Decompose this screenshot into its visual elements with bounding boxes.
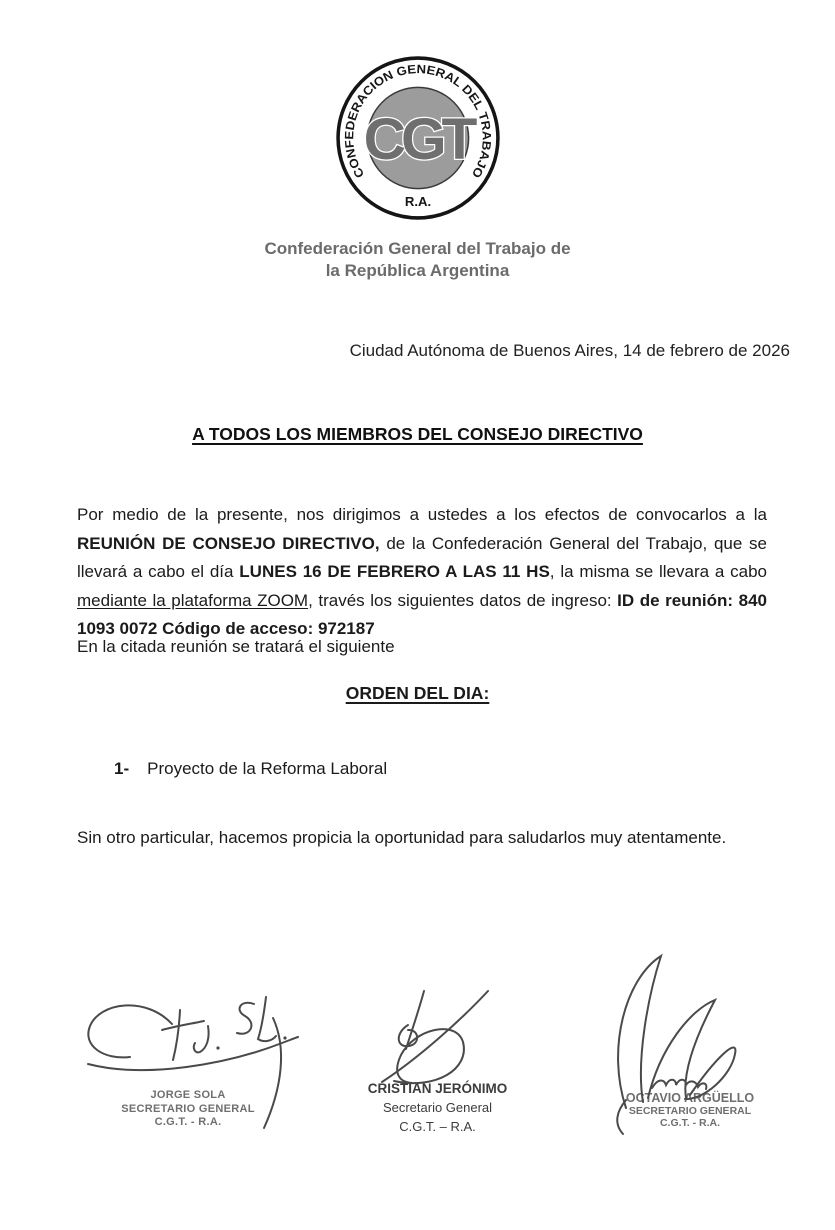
agenda-item-1 — [114, 759, 674, 779]
dateline: Ciudad Autónoma de Buenos Aires, 14 de febrero de 2026 — [349, 341, 790, 360]
agenda-item-text: Proyecto de la Reforma Laboral — [147, 759, 388, 778]
signer-title: Secretario General — [382, 1100, 493, 1115]
signer-name: JORGE SOLA — [150, 1089, 226, 1101]
org-name-line1: Confederación General del Trabajo de — [264, 239, 571, 258]
org-name — [0, 238, 835, 281]
signer-org: C.G.T. - R.A. — [659, 1117, 721, 1129]
logo-ring-text: CONFEDERACION GENERAL DEL TRABAJO — [341, 62, 494, 181]
cgt-logo-icon — [332, 52, 504, 224]
orden-del-dia-heading: ORDEN DEL DIA: — [345, 683, 490, 703]
logo-ra-text: R.A. — [404, 193, 431, 209]
signer-org: C.G.T. - R.A. — [154, 1116, 222, 1128]
recipients-heading: A TODOS LOS MIEMBROS DEL CONSEJO DIRECTIVO — [192, 424, 643, 444]
body-paragraph: Por medio de la presente, nos dirigimos a ustedes a los efectos de convocarlos a la REUNIÓN DE CONSEJO DIRECTIVO, de la Confederación General del Trabajo, que se llevará a cabo el día LUNES 16 DE FEBRERO A LAS 11 HS, la misma se llevara a cabo mediante la plataforma ZOOM, través los siguientes datos de ingreso: ID de reunión: 840 1093 0072 Código de acceso: 972187 — [77, 505, 767, 639]
signer-org: C.G.T. – R.A. — [399, 1119, 476, 1134]
org-name-line2: la República Argentina — [325, 260, 510, 280]
signer-title: SECRETARIO GENERAL — [121, 1102, 255, 1115]
cgt-logo-svg — [332, 52, 504, 224]
logo-cgt-letters: CGT — [363, 107, 472, 173]
signature-block-octavio-arguello — [600, 1092, 780, 1130]
agenda-item-number: 1- — [114, 759, 130, 778]
signature-block-cristian-jeronimo — [345, 1079, 530, 1136]
signer-name: OCTAVIO ARGÜELLO — [625, 1091, 755, 1105]
signer-title: SECRETARIO GENERAL — [628, 1104, 752, 1117]
signer-name: CRISTIAN JERÓNIMO — [367, 1081, 508, 1096]
signature-block-jorge-sola — [78, 1089, 298, 1130]
closing-paragraph: Sin otro particular, hacemos propicia la oportunidad para saludarlos muy atentamente. — [77, 828, 727, 847]
agenda-intro: En la citada reunión se tratará el siguiente — [77, 637, 395, 656]
